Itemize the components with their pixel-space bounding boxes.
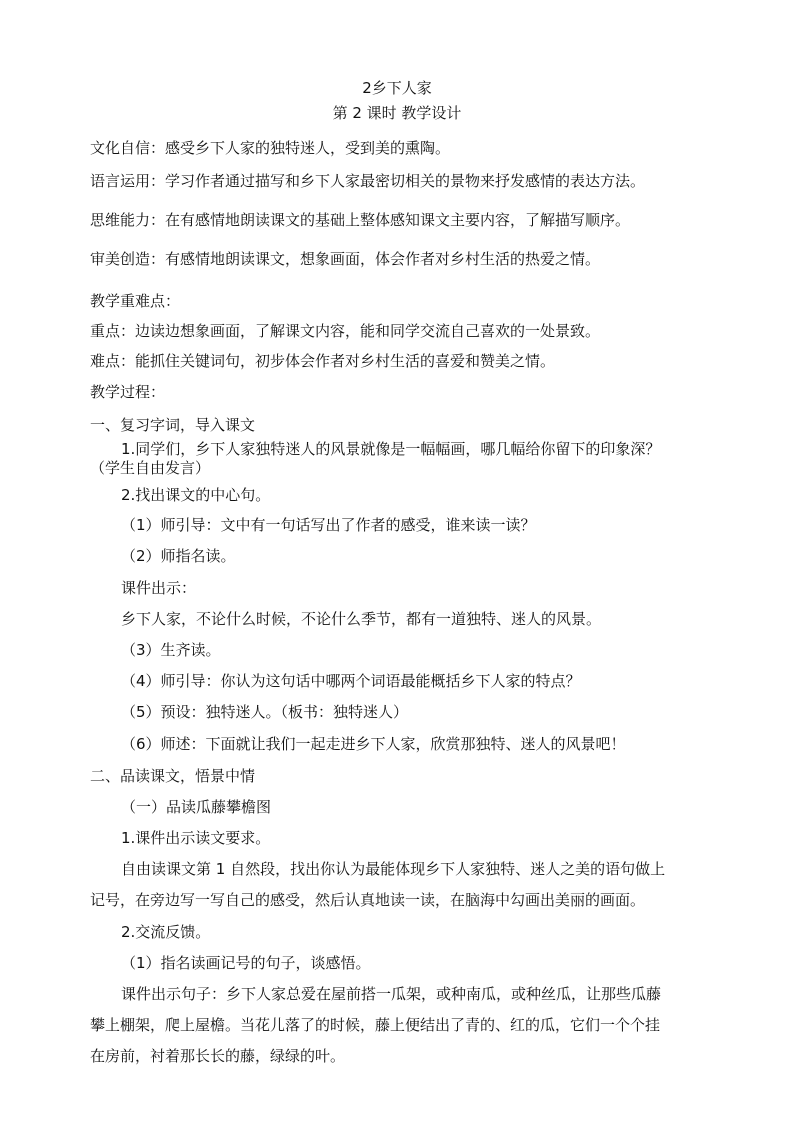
step-1-note: （学生自由发言） [90, 459, 211, 477]
courseware-sentence-line-3: 在房前，衬着那长长的藤，绿绿的叶。 [90, 1047, 346, 1065]
step-2-sub-4: （4）师引导：你认为这句话中哪两个词语最能概括乡下人家的特点？ [121, 672, 581, 690]
reading-step-2: 2.交流反馈。 [121, 923, 211, 941]
step-1-text: 1.同学们，乡下人家独特迷人的风景就像是一幅幅画，哪几幅给你留下的印象深？ [121, 440, 661, 458]
section-heading-key-points: 教学重难点： [90, 292, 181, 310]
goal-aesthetic: 审美创造：有感情地朗读课文，想象画面，体会作者对乡村生活的热爱之情。 [90, 250, 601, 268]
part-two-heading: 二、品读课文，悟景中情 [90, 767, 256, 785]
subsection-1-heading: （一）品读瓜藤攀檐图 [121, 798, 272, 816]
reading-requirement-line-2: 记号，在旁边写一写自己的感受，然后认真地读一读，在脑海中勾画出美丽的画面。 [90, 891, 646, 909]
difficult-point: 难点：能抓住关键词句，初步体会作者对乡村生活的喜爱和赞美之情。 [90, 352, 556, 370]
section-heading-process: 教学过程： [90, 383, 166, 401]
document-title: 2乡下人家 [362, 79, 432, 97]
step-2-sub-2: （2）师指名读。 [121, 547, 236, 565]
goal-language: 语言运用：学习作者通过描写和乡下人家最密切相关的景物来抒发感情的表达方法。 [90, 172, 646, 190]
reading-step-2-sub-1: （1）指名读画记号的句子，谈感悟。 [121, 954, 371, 972]
reading-requirement-line-1: 自由读课文第 1 自然段，找出你认为最能体现乡下人家独特、迷人之美的语句做上 [121, 860, 666, 878]
key-point: 重点：边读边想象画面，了解课文内容，能和同学交流自己喜欢的一处景致。 [90, 322, 601, 340]
goal-thinking: 思维能力：在有感情地朗读课文的基础上整体感知课文主要内容，了解描写顺序。 [90, 211, 631, 229]
step-2-text: 2.找出课文的中心句。 [121, 486, 271, 504]
courseware-label: 课件出示： [121, 579, 197, 597]
step-2-sub-5: （5）预设：独特迷人。（板书：独特迷人） [121, 703, 409, 721]
step-2-sub-3: （3）生齐读。 [121, 641, 221, 659]
reading-step-1: 1.课件出示读文要求。 [121, 829, 271, 847]
part-one-heading: 一、复习字词，导入课文 [90, 416, 256, 434]
document-subtitle: 第 2 课时 教学设计 [332, 104, 462, 122]
central-sentence: 乡下人家，不论什么时候，不论什么季节，都有一道独特、迷人的风景。 [121, 610, 602, 628]
courseware-sentence-line-1: 课件出示句子：乡下人家总爱在屋前搭一瓜架，或种南瓜，或种丝瓜，让那些瓜藤 [121, 985, 662, 1003]
step-2-sub-1: （1）师引导：文中有一句话写出了作者的感受，谁来读一读？ [121, 516, 536, 534]
step-2-sub-6: （6）师述：下面就让我们一起走进乡下人家，欣赏那独特、迷人的风景吧！ [121, 735, 626, 753]
courseware-sentence-line-2: 攀上棚架，爬上屋檐。当花儿落了的时候，藤上便结出了青的、红的瓜，它们一个个挂 [90, 1016, 661, 1034]
goal-culture: 文化自信：感受乡下人家的独特迷人，受到美的熏陶。 [90, 139, 451, 157]
